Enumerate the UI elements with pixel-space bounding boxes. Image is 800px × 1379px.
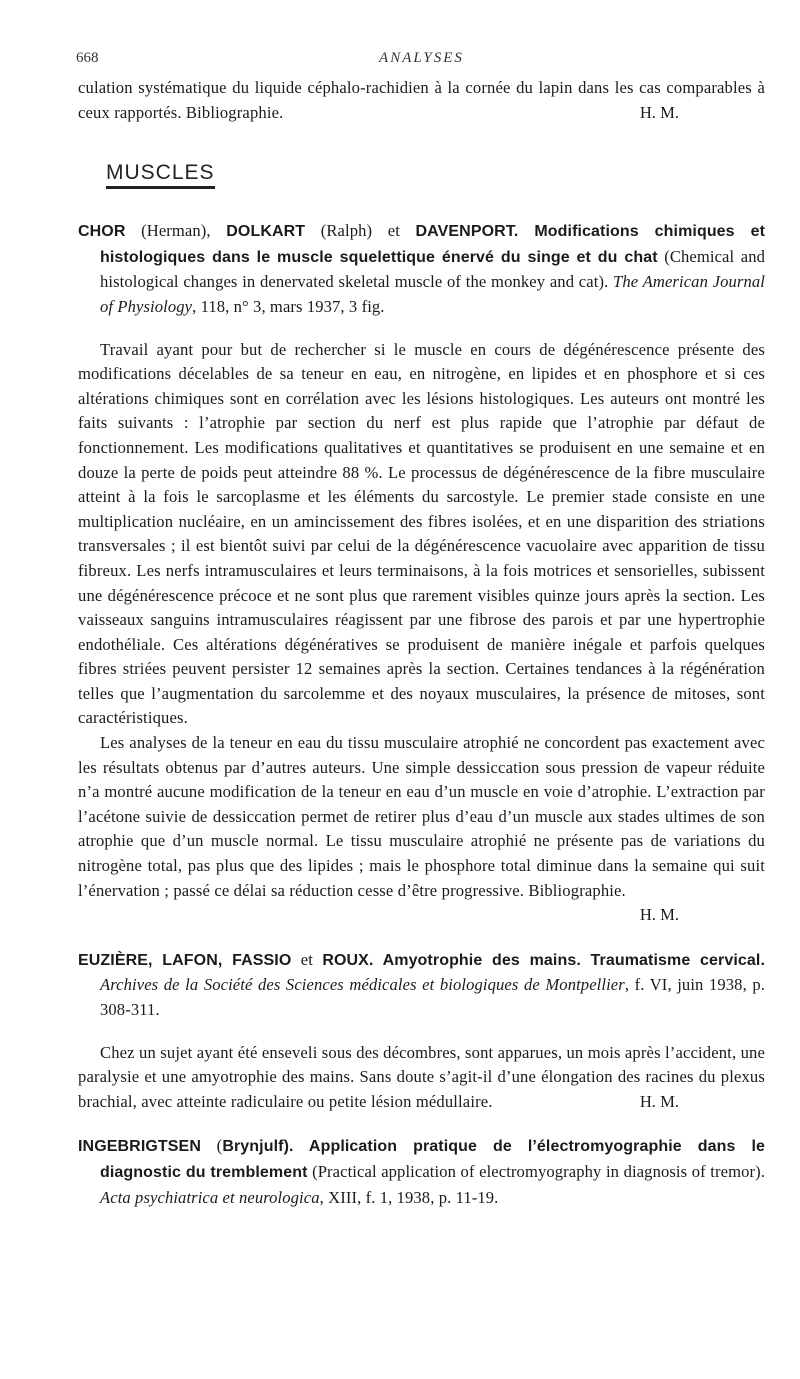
abstract-entry [78,1134,765,1210]
running-title: ANALYSES [379,50,464,66]
abstract-entry [78,219,765,928]
author-conjunction: et [291,949,323,969]
author-name: DOLKART [226,223,306,241]
author-paren: ( [201,1136,223,1156]
author-name: DAVENPORT [415,223,514,241]
article-title: . Modifications chimiques et histologiques dans le muscle squelettique énervé du singe et du chat [100,223,765,266]
abstract-signature: H. M. [639,905,679,925]
entry-heading [78,219,765,319]
section-heading: MUSCLES [106,161,215,189]
author-name: EUZIÈRE, LAFON, FASSIO [78,951,292,969]
article-title: . Amyotrophie des mains. Traumatisme cervical. [368,951,765,969]
article-title: ). Application pratique de l’électromyographie dans le diagnostic du tremblement [100,1138,766,1181]
citation-details: , 118, n° 3, mars 1937, 3 fig. [192,296,385,316]
author-name: ROUX [322,951,369,969]
author-name: CHOR [78,223,126,241]
author-firstname: Brynjulf [222,1138,284,1156]
journal-page [78,50,765,1210]
citation-details: , f. VI, juin 1938, p. 308-311. [100,975,765,1019]
carryover-signature: H. M. [639,102,679,122]
journal-name: Acta psychiatrica et neurologica [100,1187,320,1207]
entry-heading [78,1134,765,1210]
carryover-paragraph: culation systématique du liquide céphalo-rachidien à la cornée du lapin dans les cas comparables à ceux rapportés. Bibliographie. [78,78,765,122]
abstract-entry [78,948,765,1115]
title-translation: (Chemical and histological changes in denervated skeletal muscle of the monkey and cat). [100,246,765,292]
abstract-paragraph: Travail ayant pour but de rechercher si le muscle en cours de dégénérescence présente des modifications décelables de sa teneur en eau, en nitrogène, en lipides et en phosphore et si ces altérations chimiques sont en corrélation avec les lésions histologiques. Les auteurs ont montré les faits suivants : l’atrophie par section du nerf est plus rapide que l’atrophie par défaut de fonctionnement. Les modifications qualitatives et quantitatives se produisent en une semaine et en douze la perte de poids peut atteindre 88 %. Le processus de dégénérescence de la fibre musculaire atteint à la fois le sarcoplasme et les éléments du sarcostyle. Le premier stade consiste en une multiplication nucléaire, en un amincissement des fibres isolées, et en une disparition des striations transversales ; il est bientôt suivi par celui de la dégénérescence vacuolaire avec apparition de tissu fibreux. Les nerfs intramusculaires et leurs terminaisons, à la fois motrices et sensorielles, subissent une dégénérescence précoce et ne sont plus que rarement visibles quinze jours après la section. Les vaisseaux sanguins intramusculaires réagissent par une fibrose des parois et par une hypertrophie endothéliale. Ces altérations dégénératives se produisent de manière inégale et parfois quelques fibres striées peuvent persister 12 semaines après la section. Certaines tendances à la régénération telles que l’augmentation du sarcolemme et des noyaux musculaires, la présence de mitoses, sont caractéristiques. [78,339,765,728]
entry-heading [78,948,765,1023]
journal-name: Archives de la Société des Sciences médicales et biologiques de Montpellier [100,975,625,995]
journal-name: The American Journal of Physiology [100,272,765,316]
abstract-paragraph: Chez un sujet ayant été enseveli sous des décombres, sont apparues, un mois après l’accident, une paralysie et une amyotrophie des mains. Sans doute s’agit-il d’une élongation des racines du plexus brachial, avec atteinte radiculaire ou petite lésion médullaire. [78,1042,765,1111]
author-firstname: (Herman), [125,221,227,241]
page-number: 668 [76,50,99,66]
abstract-signature: H. M. [639,1091,679,1111]
author-firstname: (Ralph) et [305,221,416,241]
author-name: INGEBRIGTSEN [78,1138,201,1156]
abstract-paragraph: Les analyses de la teneur en eau du tissu musculaire atrophié ne concordent pas exactement avec les résultats obtenus par d’autres auteurs. Une simple dessiccation sous pression de vapeur réduite n’a montré aucune modification de la teneur en eau d’un muscle en voie d’atrophie. L’extraction par l’acétone suivie de dessiccation permet de retirer plus d’eau d’un muscle aux stades ultimes de son atrophie que d’un muscle normal. Le tissu musculaire atrophié ne présente pas de variations du nitrogène total, pas plus que des lipides ; mais le phosphore total diminue dans la semaine qui suit l’énervation ; passé ce délai sa réduction cesse d’être progressive. Bibliographie. [78,733,765,900]
title-translation: (Practical application of electromyography in diagnosis of tremor). [307,1161,765,1181]
running-header [78,50,765,76]
citation-details: , XIII, f. 1, 1938, p. 11-19. [319,1187,499,1207]
